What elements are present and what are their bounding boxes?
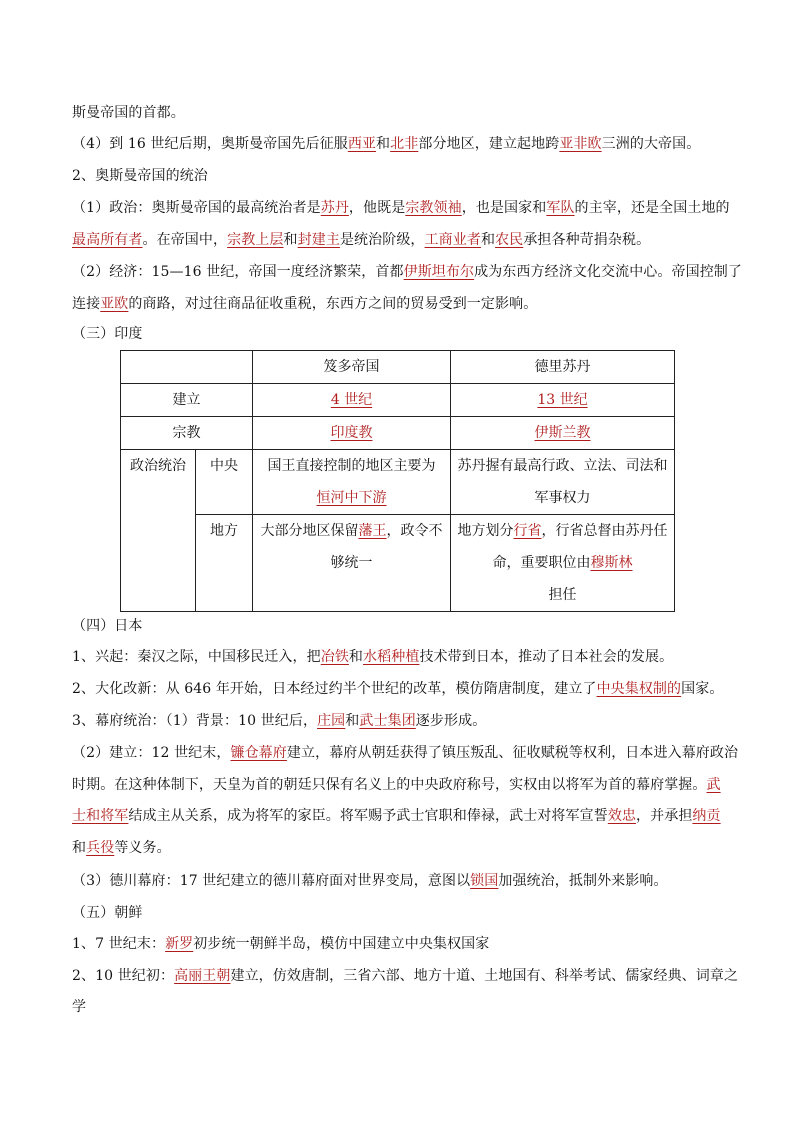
keyword: 印度教 [330, 425, 373, 441]
paragraph-economy-cont: 连接亚欧的商路，对过往商品征收重税，东西方之间的贸易受到一定影响。 [72, 296, 538, 312]
india-comparison-table [120, 350, 675, 612]
keyword: 效忠 [607, 808, 637, 824]
keyword: 新罗 [165, 936, 194, 952]
keyword: 武 [706, 777, 721, 793]
table-header-row [121, 351, 675, 384]
keyword: 行省 [513, 523, 542, 539]
table-cell [451, 417, 675, 450]
sub-label-local: 地方 [196, 515, 253, 612]
paragraph-goryeo: 2、10 世纪初：高丽王朝建立，仿效唐制，三省六部、地方十道、土地国有、科举考试、儒家经典、词章之 [72, 968, 739, 984]
paragraph-taika-reform: 2、大化改新：从 646 年开始，日本经过约半个世纪的改革，模仿隋唐制度，建立了中央集权制的国家。 [72, 681, 724, 697]
keyword: 兵役 [86, 840, 115, 856]
keyword: 纳贡 [692, 808, 721, 824]
keyword: 士和将军 [72, 808, 129, 824]
paragraph-tokugawa: （3）德川幕府：17 世纪建立的德川幕府面对世界变局，意图以锁国加强统治，抵制外来影响。 [72, 873, 668, 889]
paragraph-silla: 1、7 世纪末：新罗初步统一朝鲜半岛，模仿中国建立中央集权国家 [72, 936, 490, 952]
paragraph-japan-rise: 1、兴起：秦汉之际，中国移民迁入，把冶铁和水稻种植技术带到日本，推动了日本社会的发展。 [72, 649, 674, 665]
table-row-founding [121, 384, 675, 417]
keyword: 工商业者 [424, 232, 481, 248]
keyword: 水稻种植 [363, 649, 420, 665]
table-cell: 大部分地区保留藩王，政令不 够统一 [253, 515, 451, 612]
keyword: 锁国 [470, 873, 499, 889]
table-cell: 国王直接控制的地区主要为 恒河中下游 [253, 450, 451, 515]
table-cell [253, 384, 451, 417]
paragraph-goryeo-cont: 学 [72, 999, 87, 1015]
paragraph-shogunate-background: 3、幕府统治：（1）背景：10 世纪后，庄园和武士集团逐步形成。 [72, 713, 487, 729]
keyword: 伊斯坦布尔 [403, 264, 475, 280]
keyword: 恒河中下游 [316, 490, 387, 506]
paragraph-shogunate-founding: （2）建立：12 世纪末，镰仓幕府建立，幕府从朝廷获得了镇压叛乱、征收赋税等权利，日本进入幕府政治 [72, 745, 739, 761]
table-cell [253, 417, 451, 450]
keyword: 亚非欧 [559, 136, 602, 152]
keyword: 高丽王朝 [174, 968, 231, 984]
keyword: 军队 [546, 200, 575, 216]
keyword: 宗教领袖 [405, 200, 462, 216]
paragraph-politics-cont: 最高所有者。在帝国中，宗教上层和封建主是统治阶级，工商业者和农民承担各种苛捐杂税。 [72, 232, 651, 248]
table-cell: 苏丹握有最高行政、立法、司法和 军事权力 [451, 450, 675, 515]
keyword: 西亚 [347, 136, 377, 152]
table-row-local [121, 515, 675, 612]
row-label: 建立 [121, 384, 253, 417]
keyword: 穆斯林 [590, 555, 633, 571]
paragraph-politics: （1）政治：奥斯曼帝国的最高统治者是苏丹，他既是宗教领袖，也是国家和军队的主宰，还是全国土地的 [72, 200, 730, 216]
paragraph-ottoman-capital: 斯曼帝国的首都。 [72, 105, 185, 121]
table-cell: 地方划分行省，行省总督由苏丹任 命，重要职位由穆斯林 担任 [451, 515, 675, 612]
keyword: 镰仓幕府 [230, 745, 287, 761]
heading-india: （三）印度 [72, 326, 143, 342]
keyword: 亚欧 [100, 296, 129, 312]
table-corner-cell [121, 351, 253, 384]
sub-label-central: 中央 [196, 450, 253, 515]
keyword: 武士集团 [359, 713, 416, 729]
paragraph-shogunate-cont-1: 时期。在这种体制下，天皇为首的朝廷只保有名义上的中央政府称号，实权由以将军为首的幕府掌握。武 [72, 777, 721, 793]
keyword: 冶铁 [320, 649, 349, 665]
table-header-gupta: 笈多帝国 [253, 351, 451, 384]
keyword: 封建主 [297, 232, 340, 248]
row-label: 宗教 [121, 417, 253, 450]
table-cell [451, 384, 675, 417]
table-row-religion [121, 417, 675, 450]
keyword: 北非 [390, 136, 419, 152]
table-row-central [121, 450, 675, 515]
paragraph-ottoman-conquest: （4）到 16 世纪后期，奥斯曼帝国先后征服西亚和北非部分地区，建立起地跨亚非欧三洲的大帝国。 [72, 136, 701, 152]
keyword: 4 世纪 [330, 392, 373, 408]
keyword: 苏丹 [320, 200, 349, 216]
heading-korea: （五）朝鲜 [72, 905, 143, 921]
keyword: 13 世纪 [537, 392, 588, 408]
paragraph-shogunate-cont-3: 和兵役等义务。 [72, 840, 171, 856]
keyword: 宗教上层 [227, 232, 284, 248]
paragraph-shogunate-cont-2: 士和将军结成主从关系，成为将军的家臣。将军赐予武士官职和俸禄，武士对将军宣誓效忠，并承担纳贡 [72, 808, 721, 824]
heading-ottoman-rule: 2、奥斯曼帝国的统治 [72, 168, 208, 184]
paragraph-economy: （2）经济：15—16 世纪，帝国一度经济繁荣，首都伊斯坦布尔成为东西方经济文化交流中心。帝国控制了 [72, 264, 742, 280]
keyword: 伊斯兰教 [534, 425, 591, 441]
keyword: 中央集权制的 [596, 681, 682, 697]
keyword: 农民 [495, 232, 524, 248]
keyword: 庄园 [317, 713, 346, 729]
heading-japan: （四）日本 [72, 618, 143, 634]
row-label-politics: 政治统治 [121, 450, 196, 612]
table-header-delhi: 德里苏丹 [451, 351, 675, 384]
keyword: 最高所有者 [72, 232, 143, 248]
keyword: 藩王 [358, 523, 387, 539]
